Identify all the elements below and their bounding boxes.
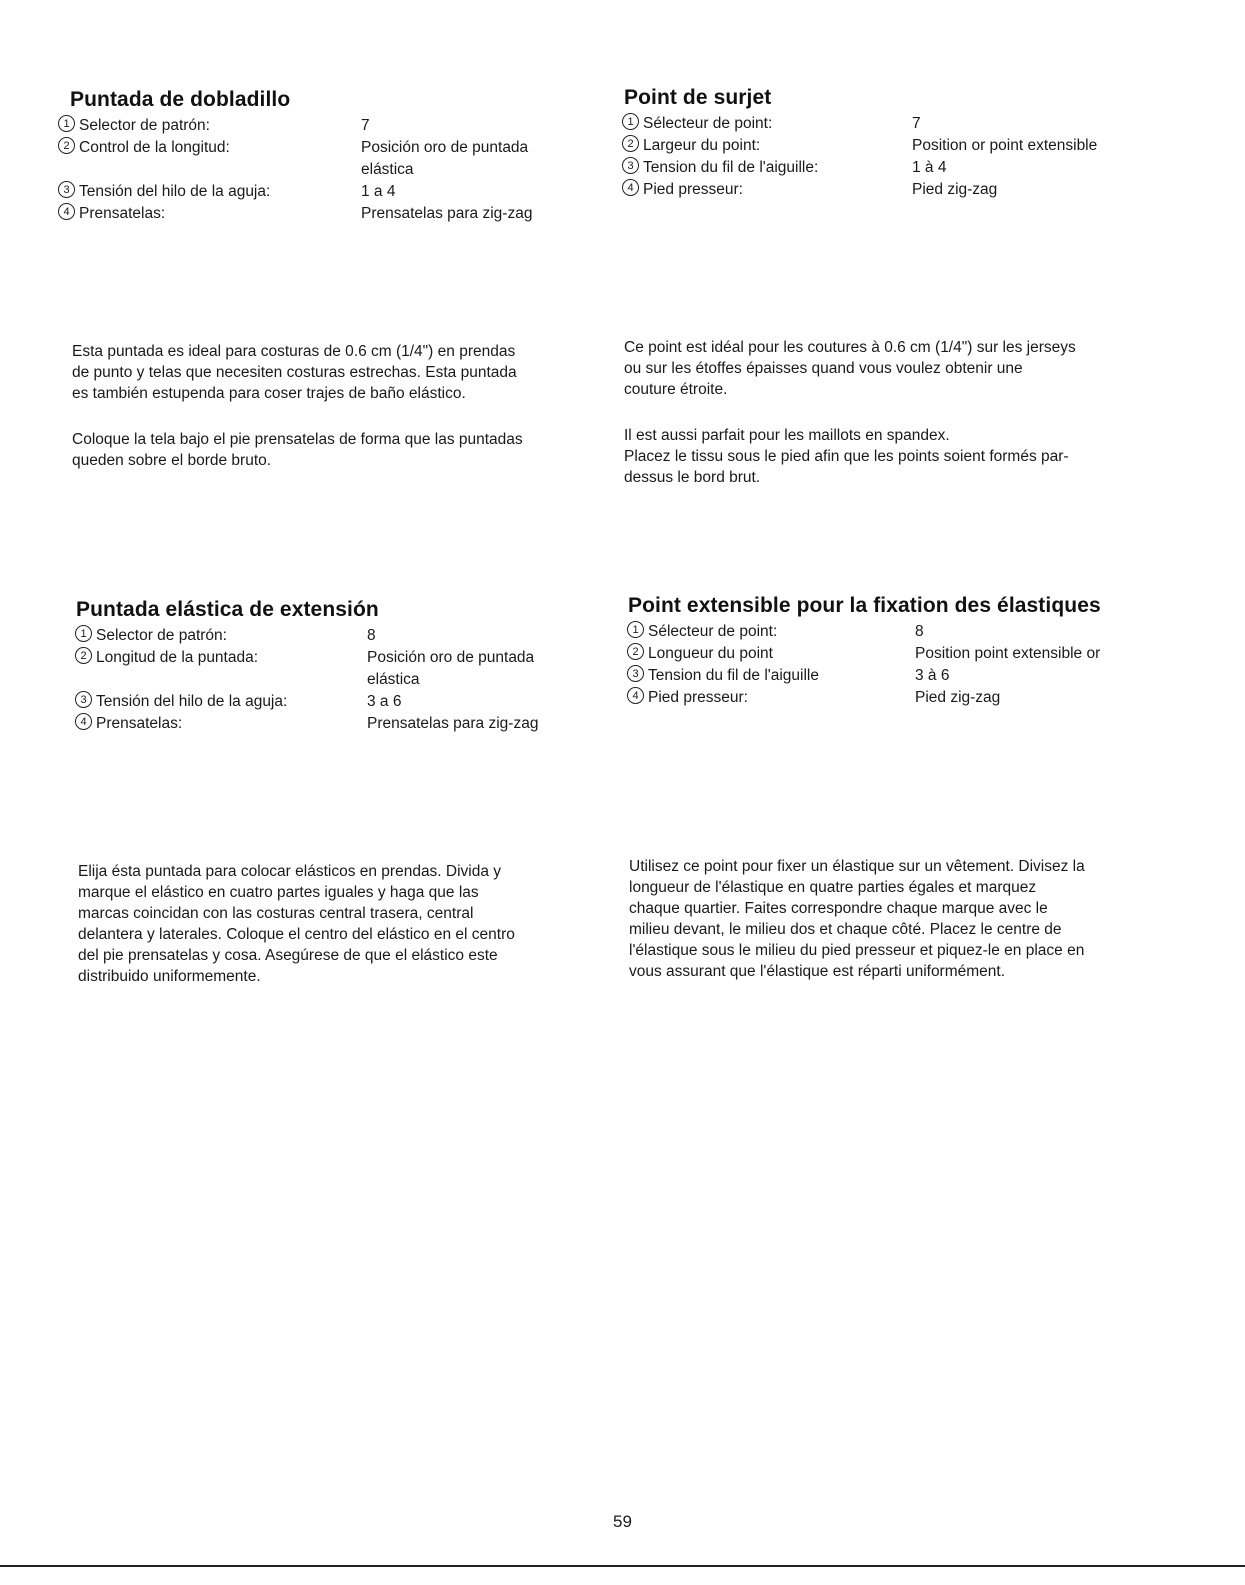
setting-row [627, 665, 819, 687]
section-title: Puntada de dobladillo [70, 88, 291, 111]
setting-row [58, 203, 165, 225]
setting-label: Selector de patrón: [79, 117, 210, 134]
setting-value: Pied zig-zag [912, 181, 998, 198]
setting-value-cont: elástica [367, 671, 420, 688]
setting-value: Prensatelas para zig-zag [367, 715, 539, 732]
setting-row [75, 625, 227, 647]
text-line: distribuido uniformemente. [78, 968, 261, 985]
text-line: ou sur les étoffes épaisses quand vous voulez obtenir une [624, 360, 1023, 377]
circled-number: 3 [75, 691, 92, 708]
setting-value: Position point extensible or [915, 645, 1101, 662]
section-point-extensible [628, 594, 1228, 711]
settings-list [624, 113, 1204, 203]
setting-label: Selector de patrón: [96, 627, 227, 644]
circled-number: 2 [627, 643, 644, 660]
circled-number: 3 [627, 665, 644, 682]
text-line: Elija ésta puntada para colocar elásticos en prendas. Divida y [78, 863, 502, 880]
text-line: Placez le tissu sous le pied afin que les points soient formés par- [624, 448, 1069, 465]
setting-value: 7 [912, 115, 921, 132]
text-line: milieu devant, le milieu dos et chaque côté. Placez le centre de [629, 921, 1062, 938]
paragraph [78, 861, 618, 987]
setting-row [622, 179, 743, 201]
circled-number: 1 [75, 625, 92, 642]
setting-value: Pied zig-zag [915, 689, 1001, 706]
footer-rule [0, 1565, 1245, 1567]
setting-row [58, 137, 230, 159]
circled-number: 2 [622, 135, 639, 152]
circled-number: 4 [627, 687, 644, 704]
text-line: couture étroite. [624, 381, 728, 398]
setting-value: 8 [367, 627, 376, 644]
section-title: Puntada elástica de extensión [76, 598, 379, 621]
setting-label: Prensatelas: [79, 205, 166, 222]
circled-number: 4 [58, 203, 75, 220]
text-line: es también estupenda para coser trajes de baño elástico. [72, 385, 466, 402]
section-point-de-surjet [624, 86, 1204, 203]
text-line: vous assurant que l'élastique est réparti uniformément. [629, 963, 1006, 980]
setting-value: 7 [361, 117, 370, 134]
setting-label: Longitud de la puntada: [96, 649, 259, 666]
text-line: marcas coincidan con las costuras central trasera, central [78, 905, 474, 922]
paragraph [72, 429, 612, 471]
setting-row [75, 713, 182, 735]
setting-label: Prensatelas: [96, 715, 183, 732]
text-line: l'élastique sous le milieu du pied presseur et piquez-le en place en [629, 942, 1085, 959]
setting-row [622, 135, 760, 157]
text-line: Ce point est idéal pour les coutures à 0.6 cm (1/4") sur les jerseys [624, 339, 1076, 356]
setting-row [622, 113, 772, 135]
circled-number: 2 [75, 647, 92, 664]
text-line: Esta puntada es ideal para costuras de 0.6 cm (1/4") en prendas [72, 343, 516, 360]
circled-number: 3 [622, 157, 639, 174]
setting-row [627, 643, 773, 665]
setting-label: Tension du fil de l'aiguille [648, 667, 819, 684]
setting-row [58, 115, 210, 137]
settings-list [76, 625, 596, 737]
setting-label: Pied presseur: [643, 181, 743, 198]
setting-value: Prensatelas para zig-zag [361, 205, 533, 222]
setting-value-cont: elástica [361, 161, 414, 178]
setting-row [627, 687, 748, 709]
circled-number: 3 [58, 181, 75, 198]
paragraph [624, 425, 1204, 488]
setting-value: Posición oro de puntada [367, 649, 535, 666]
setting-value: 1 a 4 [361, 183, 396, 200]
circled-number: 1 [622, 113, 639, 130]
setting-label: Pied presseur: [648, 689, 748, 706]
circled-number: 4 [622, 179, 639, 196]
setting-value: 3 a 6 [367, 693, 402, 710]
section-puntada-dobladillo [63, 88, 590, 227]
section-puntada-elastica [76, 598, 596, 737]
circled-number: 4 [75, 713, 92, 730]
setting-label: Tension du fil de l'aiguille: [643, 159, 819, 176]
text-line: Il est aussi parfait pour les maillots en spandex. [624, 427, 950, 444]
setting-value: Posición oro de puntada [361, 139, 529, 156]
text-line: dessus le bord brut. [624, 469, 761, 486]
setting-value: 3 à 6 [915, 667, 950, 684]
setting-row [75, 691, 287, 713]
circled-number: 1 [58, 115, 75, 132]
circled-number: 1 [627, 621, 644, 638]
text-line: del pie prensatelas y cosa. Asegúrese de que el elástico este [78, 947, 498, 964]
setting-label: Control de la longitud: [79, 139, 230, 156]
settings-list [63, 115, 590, 227]
setting-label: Tensión del hilo de la aguja: [96, 693, 288, 710]
setting-value: Position or point extensible [912, 137, 1098, 154]
text-line: longueur de l'élastique en quatre parties égales et marquez [629, 879, 1037, 896]
setting-label: Sélecteur de point: [643, 115, 773, 132]
text-line: delantera y laterales. Coloque el centro del elástico en el centro [78, 926, 515, 943]
text-line: queden sobre el borde bruto. [72, 452, 272, 469]
paragraph [72, 341, 612, 404]
setting-value: 1 à 4 [912, 159, 947, 176]
setting-row [75, 647, 258, 669]
text-line: de punto y telas que necesiten costuras estrechas. Esta puntada [72, 364, 517, 381]
setting-row [627, 621, 777, 643]
setting-label: Longueur du point [648, 645, 773, 662]
paragraph [624, 337, 1204, 400]
text-line: Utilisez ce point pour fixer un élastique sur un vêtement. Divisez la [629, 858, 1085, 875]
text-line: chaque quartier. Faites correspondre chaque marque avec le [629, 900, 1048, 917]
section-title: Point extensible pour la fixation des élastiques [628, 594, 1101, 617]
text-line: Coloque la tela bajo el pie prensatelas de forma que las puntadas [72, 431, 523, 448]
circled-number: 2 [58, 137, 75, 154]
setting-label: Sélecteur de point: [648, 623, 778, 640]
paragraph [629, 856, 1229, 982]
text-line: marque el elástico en cuatro partes iguales y haga que las [78, 884, 479, 901]
setting-label: Largeur du point: [643, 137, 761, 154]
setting-row [622, 157, 818, 179]
section-title: Point de surjet [624, 86, 772, 109]
setting-value: 8 [915, 623, 924, 640]
setting-label: Tensión del hilo de la aguja: [79, 183, 271, 200]
settings-list [628, 621, 1228, 711]
page-number: 59 [613, 1512, 632, 1531]
setting-row [58, 181, 270, 203]
